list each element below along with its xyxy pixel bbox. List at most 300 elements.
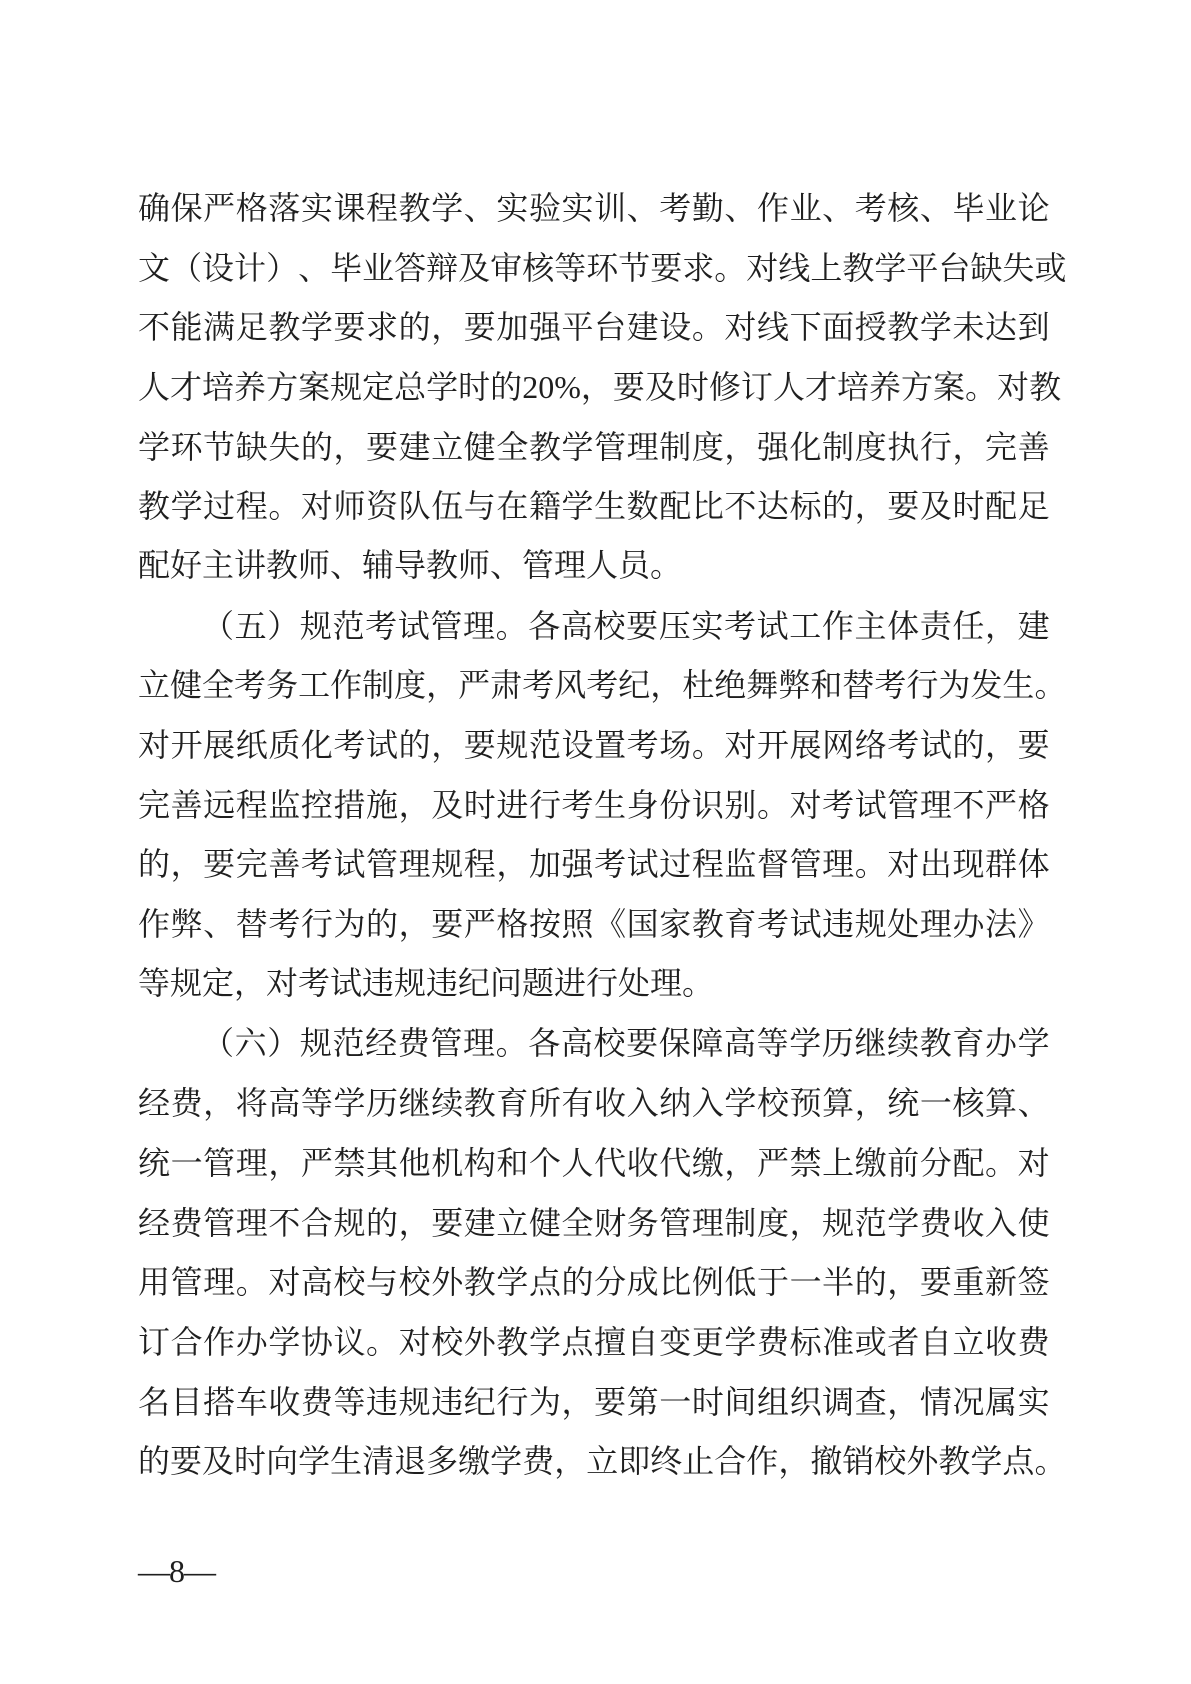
glyph: 络 [854, 727, 887, 764]
text-line [138, 1431, 1067, 1491]
glyph: 织 [789, 1383, 822, 1420]
glyph: 费 [756, 1323, 789, 1360]
glyph: 协 [300, 1323, 333, 1360]
glyph: 外 [463, 1323, 496, 1360]
glyph: 进 [496, 786, 529, 823]
glyph: 学 [561, 488, 594, 525]
glyph: 教 [138, 488, 171, 525]
glyph: 作 [756, 189, 789, 226]
glyph: 生 [330, 1443, 363, 1480]
glyph: 标 [789, 488, 822, 525]
glyph: 未 [952, 309, 985, 346]
glyph: 能 [170, 309, 203, 346]
glyph: 考 [333, 727, 366, 764]
glyph: 督 [756, 846, 789, 883]
glyph: 考 [874, 667, 907, 704]
glyph: 要 [333, 309, 366, 346]
glyph: 籍 [528, 488, 561, 525]
glyph: 学 [887, 1204, 920, 1241]
glyph: 订 [740, 368, 773, 405]
glyph: 签 [1017, 1264, 1050, 1301]
glyph: 个 [528, 1144, 561, 1181]
glyph: 的 [300, 428, 333, 465]
glyph: 建 [626, 309, 659, 346]
glyph: 。 [1034, 1443, 1067, 1480]
glyph: 理 [463, 607, 496, 644]
glyph: 考 [659, 189, 692, 226]
glyph: 勤 [691, 189, 724, 226]
glyph: （ [202, 1025, 235, 1062]
glyph: 全 [202, 667, 235, 704]
glyph: 或 [854, 1323, 887, 1360]
glyph: 行 [528, 786, 561, 823]
glyph: 、 [626, 189, 659, 226]
glyph: 要 [203, 846, 236, 883]
glyph: 建 [463, 1204, 496, 1241]
glyph: 现 [952, 846, 985, 883]
glyph: 肃 [490, 667, 523, 704]
glyph: 学 [874, 249, 907, 286]
glyph: 外 [906, 1443, 939, 1480]
glyph: 要 [170, 1443, 203, 1480]
text-line [138, 1133, 1050, 1193]
glyph: 方 [266, 368, 299, 405]
glyph: 他 [398, 1144, 431, 1181]
glyph: 入 [691, 1085, 724, 1122]
glyph: 试 [397, 607, 430, 644]
glyph: 费 [300, 1383, 333, 1420]
glyph: 与 [463, 488, 496, 525]
glyph: 教 [919, 1025, 952, 1062]
glyph: 线 [756, 309, 789, 346]
glyph: 的 [138, 1443, 171, 1480]
glyph: 立 [952, 1323, 985, 1360]
glyph: 续 [887, 1025, 920, 1062]
glyph: 审 [490, 249, 523, 286]
glyph: 20% [522, 368, 581, 405]
glyph: 教 [398, 189, 431, 226]
glyph: 查 [854, 1383, 887, 1420]
glyph: 入 [626, 1085, 659, 1122]
text-line [138, 1252, 1050, 1312]
glyph: 费 [919, 1204, 952, 1241]
glyph: 质 [268, 727, 301, 764]
glyph: 自 [919, 1323, 952, 1360]
glyph: 继 [854, 1025, 887, 1062]
glyph: 毕 [330, 249, 363, 286]
glyph: 管 [789, 846, 822, 883]
glyph: 试 [626, 846, 659, 883]
glyph: 身 [626, 786, 659, 823]
glyph: 比 [691, 488, 724, 525]
glyph: 考 [586, 667, 619, 704]
glyph: 及 [919, 488, 952, 525]
glyph: 度 [756, 1204, 789, 1241]
glyph: 立 [586, 1443, 619, 1480]
glyph: 要 [463, 309, 496, 346]
glyph: 入 [985, 1204, 1018, 1241]
glyph: 及 [458, 249, 491, 286]
glyph: 时 [952, 488, 985, 525]
glyph: 工 [298, 667, 331, 704]
glyph: 、 [822, 189, 855, 226]
glyph: 设 [202, 249, 235, 286]
glyph: 将 [235, 1085, 268, 1122]
glyph: ， [778, 1443, 811, 1480]
glyph: 学 [170, 488, 203, 525]
glyph: 出 [919, 846, 952, 883]
glyph: 的 [490, 368, 523, 405]
glyph: 训 [594, 189, 627, 226]
glyph: 管 [203, 1204, 236, 1241]
glyph: 教 [463, 1264, 496, 1301]
text-line [138, 894, 1050, 954]
glyph: ， [426, 667, 459, 704]
glyph: 管 [430, 1025, 463, 1062]
glyph: 论 [1017, 189, 1050, 226]
glyph: 准 [822, 1323, 855, 1360]
glyph: ， [650, 667, 683, 704]
glyph: ， [561, 1383, 594, 1420]
glyph: 。 [235, 1264, 268, 1301]
glyph: 继 [398, 1085, 431, 1122]
glyph: 标 [789, 1323, 822, 1360]
glyph: 弊 [170, 906, 203, 943]
glyph: 外 [431, 1264, 464, 1301]
glyph: 变 [659, 1323, 692, 1360]
glyph: 止 [682, 1443, 715, 1480]
glyph: 例 [691, 1264, 724, 1301]
glyph: 配 [985, 488, 1018, 525]
glyph: 作 [138, 906, 171, 943]
glyph: 范 [854, 1204, 887, 1241]
glyph: 善 [1017, 428, 1050, 465]
glyph: 辩 [426, 249, 459, 286]
glyph: ） [267, 1025, 300, 1062]
glyph: 作 [821, 607, 854, 644]
text-line [138, 297, 1050, 357]
glyph: 。 [366, 1323, 399, 1360]
glyph: 的 [822, 488, 855, 525]
glyph: 及 [431, 786, 464, 823]
glyph: 环 [170, 428, 203, 465]
glyph: 要 [366, 428, 399, 465]
glyph: ， [398, 1204, 431, 1241]
glyph: 缴 [854, 1144, 887, 1181]
glyph: 替 [842, 667, 875, 704]
glyph: 不 [724, 488, 757, 525]
glyph: 理 [919, 906, 952, 943]
glyph: ， [985, 607, 1018, 644]
glyph: 调 [822, 1383, 855, 1420]
glyph: 六 [234, 1025, 267, 1062]
glyph: 代 [594, 1144, 627, 1181]
glyph: 环 [586, 249, 619, 286]
glyph: 队 [398, 488, 431, 525]
glyph: 要 [463, 727, 496, 764]
glyph: 的 [854, 1264, 887, 1301]
glyph: 教 [887, 309, 920, 346]
glyph: 伍 [431, 488, 464, 525]
glyph: 五 [234, 607, 267, 644]
glyph: 试 [756, 607, 789, 644]
glyph: 收 [952, 1204, 985, 1241]
glyph: 办 [985, 1025, 1018, 1062]
glyph: 试 [366, 727, 399, 764]
glyph: 建 [1017, 607, 1050, 644]
glyph: 一 [659, 1383, 692, 1420]
glyph: 校 [593, 607, 626, 644]
glyph: 全 [496, 428, 529, 465]
glyph: ， [203, 1085, 236, 1122]
glyph: 处 [887, 906, 920, 943]
glyph: 费 [170, 1204, 203, 1241]
glyph: 学 [426, 368, 459, 405]
glyph: 试 [789, 906, 822, 943]
glyph: 费 [170, 1085, 203, 1122]
glyph: 程 [691, 846, 724, 883]
glyph: 计 [234, 249, 267, 286]
glyph: 案 [298, 368, 331, 405]
glyph: 的 [366, 906, 399, 943]
glyph: 。 [268, 488, 301, 525]
glyph: 终 [650, 1443, 683, 1480]
glyph: 的 [366, 1204, 399, 1241]
glyph: 等 [756, 1025, 789, 1062]
glyph: 养 [234, 368, 267, 405]
glyph: 群 [985, 846, 1018, 883]
glyph: 务 [266, 667, 299, 704]
glyph: 有 [561, 1085, 594, 1122]
glyph: 别 [724, 786, 757, 823]
glyph: 教 [691, 906, 724, 943]
glyph: 收 [985, 1323, 1018, 1360]
glyph: 经 [138, 1085, 171, 1122]
glyph: 线 [778, 249, 811, 286]
glyph: 在 [496, 488, 529, 525]
glyph: 目 [170, 1383, 203, 1420]
glyph: 完 [138, 786, 171, 823]
glyph: 《 [594, 906, 627, 943]
glyph: 考 [724, 607, 757, 644]
glyph: 要 [650, 249, 683, 286]
glyph: 校 [333, 1264, 366, 1301]
glyph: 退 [394, 1443, 427, 1480]
glyph: 考 [561, 786, 594, 823]
glyph: 严 [463, 906, 496, 943]
document-body [138, 178, 1067, 1491]
glyph: 业 [789, 189, 822, 226]
glyph: 范 [528, 727, 561, 764]
glyph: 一 [789, 1264, 822, 1301]
glyph: 达 [985, 309, 1018, 346]
glyph: 和 [496, 1144, 529, 1181]
glyph: 数 [626, 488, 659, 525]
glyph: 和 [810, 667, 843, 704]
glyph: 订 [138, 1323, 171, 1360]
glyph: ， [431, 727, 464, 764]
glyph: ， [580, 368, 613, 405]
glyph: 时 [234, 1443, 267, 1480]
glyph: 过 [659, 846, 692, 883]
glyph: 健 [463, 428, 496, 465]
glyph: 家 [659, 906, 692, 943]
glyph: 育 [952, 1025, 985, 1062]
glyph: 设 [659, 309, 692, 346]
glyph: 考 [626, 727, 659, 764]
glyph: 对 [746, 249, 779, 286]
glyph: 时 [691, 1383, 724, 1420]
page-number: —8— [138, 1553, 215, 1589]
glyph: 及 [202, 1443, 235, 1480]
glyph: 全 [561, 1204, 594, 1241]
glyph: 费 [397, 1025, 430, 1062]
glyph: 管 [203, 1144, 236, 1181]
glyph: 场 [659, 727, 692, 764]
glyph: 点 [1002, 1443, 1035, 1480]
glyph: 要 [431, 906, 464, 943]
glyph: ， [887, 1383, 920, 1420]
glyph: 学 [1017, 1025, 1050, 1062]
glyph: 违 [431, 1383, 464, 1420]
glyph: ， [985, 727, 1018, 764]
glyph: 高 [724, 1025, 757, 1062]
glyph: 严 [203, 189, 236, 226]
glyph: 学 [724, 1085, 757, 1122]
glyph: 属 [985, 1383, 1018, 1420]
glyph: 执 [887, 428, 920, 465]
glyph: 所 [528, 1085, 561, 1122]
glyph: 台 [594, 309, 627, 346]
glyph: 经 [138, 1204, 171, 1241]
glyph: 面 [822, 309, 855, 346]
glyph: 化 [789, 428, 822, 465]
glyph: 障 [691, 1025, 724, 1062]
glyph: 善 [268, 846, 301, 883]
glyph: 课 [333, 189, 366, 226]
glyph: 到 [1017, 309, 1050, 346]
glyph: 格 [235, 189, 268, 226]
glyph: 擅 [594, 1323, 627, 1360]
glyph: 定 [362, 368, 395, 405]
glyph: 务 [626, 1204, 659, 1241]
glyph: 按 [528, 906, 561, 943]
glyph: 管 [887, 786, 920, 823]
text-line: 配好主讲教师、辅导教师、管理人员。 [138, 547, 683, 584]
glyph: ， [887, 1264, 920, 1301]
glyph: 杜 [682, 667, 715, 704]
glyph: 行 [919, 428, 952, 465]
glyph: 新 [985, 1264, 1018, 1301]
glyph: 足 [235, 309, 268, 346]
glyph: 实 [1017, 1383, 1050, 1420]
glyph: 理 [691, 1204, 724, 1241]
glyph: 半 [822, 1264, 855, 1301]
glyph: 对 [300, 488, 333, 525]
glyph: 高 [560, 607, 593, 644]
text-line [138, 1372, 1050, 1432]
glyph: 、 [1017, 1085, 1050, 1122]
text-line: 等规定，对考试违规违纪问题进行处理。 [138, 964, 715, 1001]
glyph: 格 [496, 906, 529, 943]
glyph: 学 [970, 1443, 1003, 1480]
glyph: 、 [298, 249, 331, 286]
glyph: ， [554, 1443, 587, 1480]
glyph: 舞 [746, 667, 779, 704]
glyph: 管 [170, 1264, 203, 1301]
glyph: 、 [203, 906, 236, 943]
glyph: 合 [714, 1443, 747, 1480]
glyph: 考 [300, 846, 333, 883]
glyph: 配 [659, 488, 692, 525]
glyph: ， [431, 309, 464, 346]
glyph: 理 [235, 1144, 268, 1181]
glyph: 范 [332, 607, 365, 644]
glyph: 严 [985, 786, 1018, 823]
glyph: 分 [919, 1144, 952, 1181]
glyph: 纳 [659, 1085, 692, 1122]
glyph: 方 [901, 368, 934, 405]
glyph: 与 [366, 1264, 399, 1301]
glyph: 求 [366, 309, 399, 346]
glyph: 算 [985, 1085, 1018, 1122]
glyph: 措 [333, 786, 366, 823]
glyph: 的 [398, 727, 431, 764]
glyph: 程 [366, 189, 399, 226]
glyph: 对 [1017, 1144, 1050, 1181]
glyph: 平 [906, 249, 939, 286]
glyph: 理 [203, 1264, 236, 1301]
glyph: 理 [398, 846, 431, 883]
glyph: 更 [691, 1323, 724, 1360]
glyph: 验 [528, 189, 561, 226]
glyph: 实 [691, 607, 724, 644]
glyph: 于 [756, 1264, 789, 1301]
glyph: 向 [266, 1443, 299, 1480]
glyph: 机 [431, 1144, 464, 1181]
glyph: 情 [919, 1383, 952, 1420]
glyph: 的 [398, 309, 431, 346]
glyph: 、 [724, 189, 757, 226]
glyph: 教 [938, 1443, 971, 1480]
glyph: 学 [496, 1264, 529, 1301]
glyph: 下 [789, 309, 822, 346]
glyph: 自 [626, 1323, 659, 1360]
glyph: 名 [138, 1383, 171, 1420]
glyph: 任 [952, 607, 985, 644]
glyph: 组 [756, 1383, 789, 1420]
glyph: 修 [708, 368, 741, 405]
glyph: 替 [235, 906, 268, 943]
glyph: 核 [522, 249, 555, 286]
glyph: 教 [1029, 368, 1062, 405]
glyph: 管 [659, 1204, 692, 1241]
glyph: （ [202, 607, 235, 644]
glyph: 文 [138, 249, 171, 286]
glyph: 健 [170, 667, 203, 704]
glyph: 考 [887, 727, 920, 764]
glyph: 使 [1017, 1204, 1050, 1241]
glyph: 对 [398, 1323, 431, 1360]
glyph: 考 [268, 906, 301, 943]
glyph: 收 [626, 1144, 659, 1181]
glyph: 学 [789, 1025, 822, 1062]
glyph: ） [266, 249, 299, 286]
glyph: 人 [138, 368, 171, 405]
glyph: 育 [724, 906, 757, 943]
glyph: 育 [496, 1085, 529, 1122]
glyph: 要 [626, 1025, 659, 1062]
